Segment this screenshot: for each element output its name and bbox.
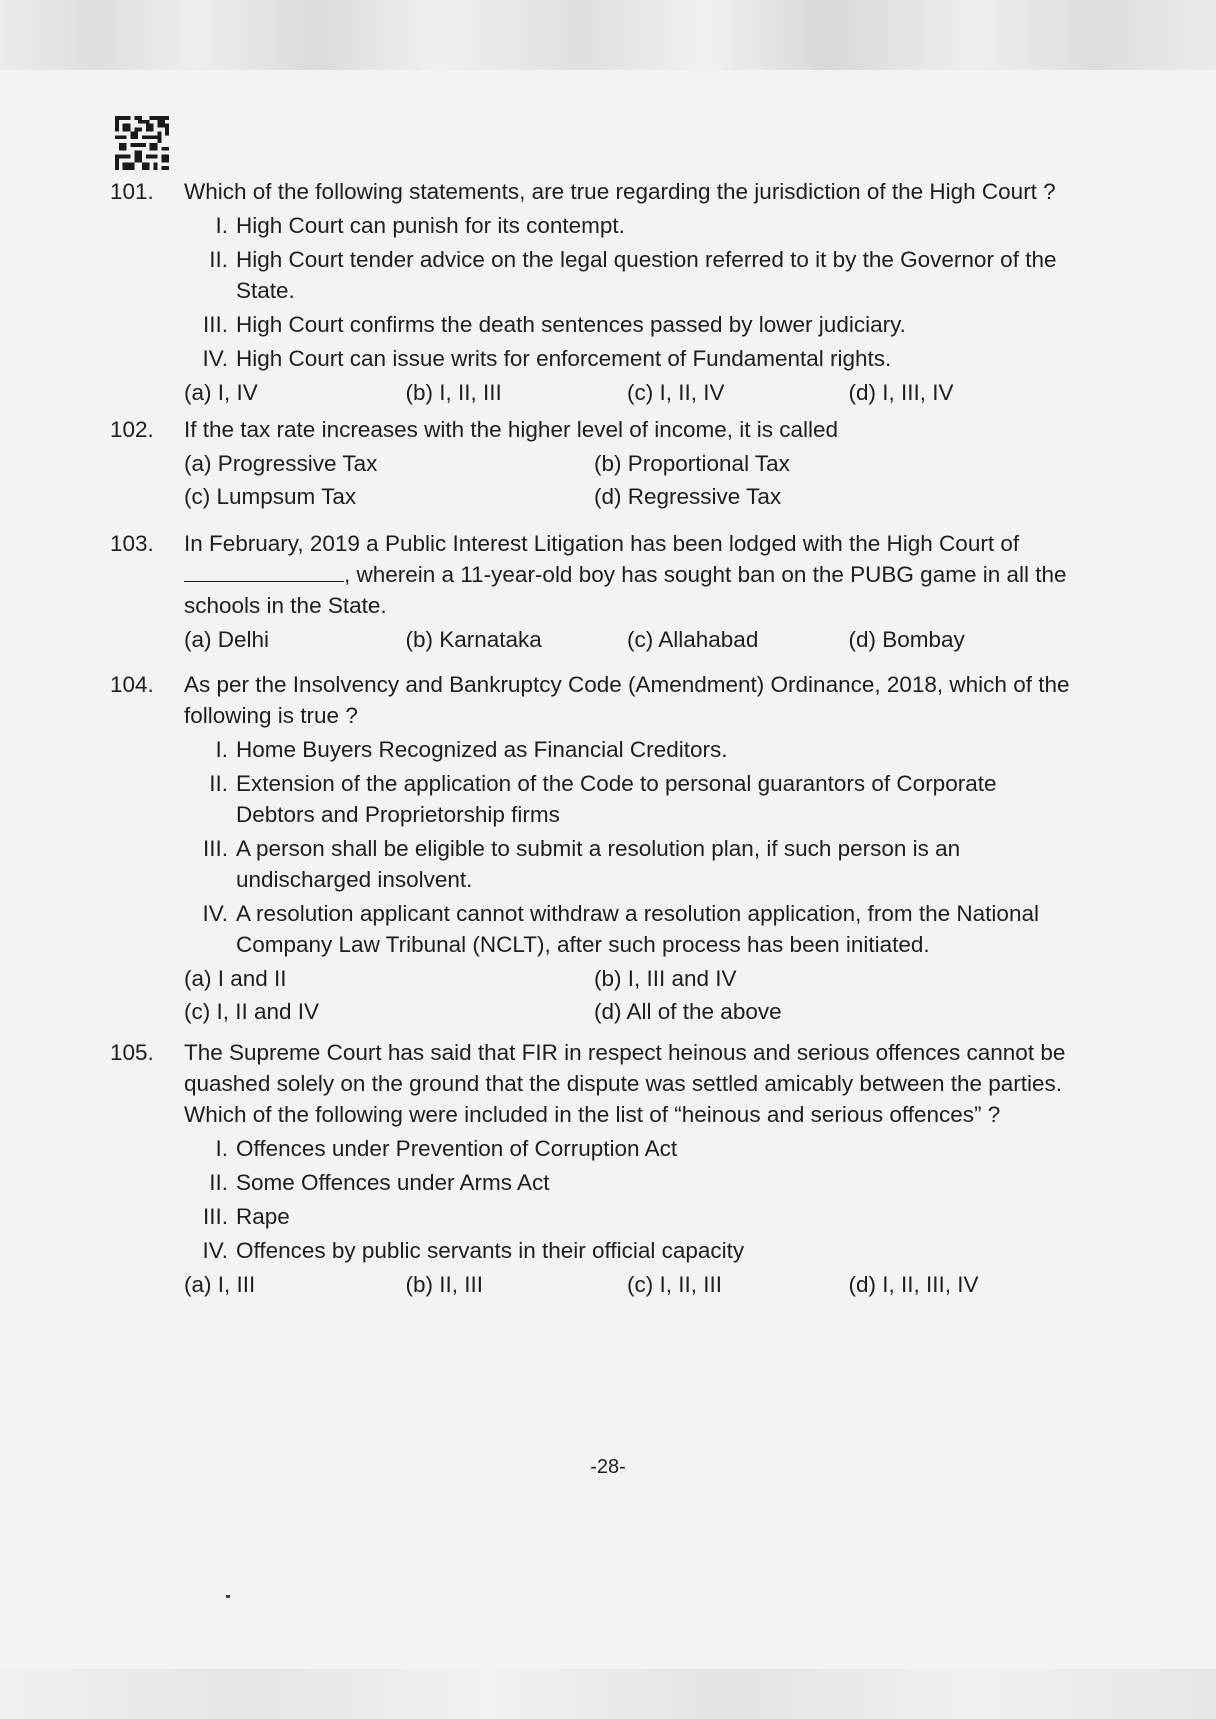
- statement-numeral: I.: [215, 737, 228, 762]
- options-row: [184, 624, 1070, 655]
- option-a: (a) I, III: [184, 1272, 256, 1297]
- statement-numeral: I.: [215, 213, 228, 238]
- scan-speck: [226, 1595, 230, 1598]
- statement-item: [196, 898, 1070, 960]
- question-text: As per the Insolvency and Bankruptcy Code (Amendment) Ordinance, 2018, which of the following is true ?: [184, 672, 1070, 728]
- option-d: (d) I, III, IV: [848, 380, 954, 405]
- statement-numeral: IV.: [202, 1238, 228, 1263]
- statement-text: High Court can punish for its contempt.: [236, 213, 625, 238]
- statement-text: Offences under Prevention of Corruption Act: [236, 1136, 678, 1161]
- statement-numeral: III.: [202, 1204, 228, 1229]
- question-number: 101.: [110, 179, 154, 204]
- question-text: Which of the following statements, are true regarding the jurisdiction of the High Court ?: [184, 179, 1056, 204]
- scan-shadow-top: [0, 0, 1216, 70]
- statement-numeral: III.: [202, 836, 228, 861]
- option-b: (b) Karnataka: [405, 627, 542, 652]
- option-d: (d) I, II, III, IV: [848, 1272, 979, 1297]
- option-d: (d) Regressive Tax: [594, 484, 782, 509]
- statement-text: High Court tender advice on the legal question referred to it by the Governor of the State.: [236, 247, 1057, 303]
- question-105: [110, 1037, 1070, 1300]
- statement-numeral: II.: [209, 1170, 228, 1195]
- option-c: (c) I, II, IV: [627, 380, 725, 405]
- question-number: 102.: [110, 417, 154, 442]
- option-b: (b) I, II, III: [405, 380, 502, 405]
- statement-text: High Court can issue writs for enforcement of Fundamental rights.: [236, 346, 892, 371]
- question-101: [110, 176, 1070, 408]
- statement-text: A person shall be eligible to submit a resolution plan, if such person is an undischarged insolvent.: [236, 836, 961, 892]
- question-number: 105.: [110, 1040, 154, 1065]
- statement-text: Offences by public servants in their official capacity: [236, 1238, 745, 1263]
- statement-text: Rape: [236, 1204, 290, 1229]
- statement-text: A resolution applicant cannot withdraw a resolution application, from the National Company Law Tribunal (NCLT), after such process has been initiated.: [236, 901, 1039, 957]
- statement-text: Some Offences under Arms Act: [236, 1170, 550, 1195]
- question-103: [110, 528, 1070, 655]
- option-a: (a) Delhi: [184, 627, 270, 652]
- question-text: [184, 528, 1070, 621]
- options-grid: [184, 963, 1070, 1027]
- option-c: (c) Lumpsum Tax: [184, 484, 357, 509]
- option-c: (c) I, II, III: [627, 1272, 722, 1297]
- option-b: (b) II, III: [405, 1272, 484, 1297]
- option-b: (b) I, III and IV: [594, 966, 737, 991]
- statement-numeral: IV.: [202, 346, 228, 371]
- question-number: 104.: [110, 672, 154, 697]
- statement-numeral: IV.: [202, 901, 228, 926]
- option-d: (d) All of the above: [594, 999, 782, 1024]
- statement-item: [196, 210, 1070, 241]
- statement-text: Home Buyers Recognized as Financial Creditors.: [236, 737, 728, 762]
- question-text-before-blank: In February, 2019 a Public Interest Litigation has been lodged with the High Court of: [184, 531, 1020, 556]
- statement-numeral: III.: [202, 312, 228, 337]
- statement-item: [196, 1201, 1070, 1232]
- question-text: If the tax rate increases with the higher level of income, it is called: [184, 417, 839, 442]
- fill-in-blank: [184, 561, 344, 582]
- question-104: [110, 669, 1070, 1027]
- statement-item: [196, 343, 1070, 374]
- statement-item: [196, 734, 1070, 765]
- options-row: [184, 1269, 1070, 1300]
- statement-item: [196, 768, 1070, 830]
- qr-code-icon: [114, 116, 170, 170]
- options-grid: [184, 448, 1070, 512]
- question-page: [110, 176, 1070, 1300]
- page-number: -28-: [590, 1456, 626, 1478]
- statement-text: High Court confirms the death sentences passed by lower judiciary.: [236, 312, 906, 337]
- statement-item: [196, 309, 1070, 340]
- option-a: (a) Progressive Tax: [184, 451, 378, 476]
- option-a: (a) I, IV: [184, 380, 258, 405]
- question-number: 103.: [110, 531, 154, 556]
- scan-shadow-bottom: [0, 1669, 1216, 1719]
- options-row: [184, 377, 1070, 408]
- statement-numeral: I.: [215, 1136, 228, 1161]
- statement-item: [196, 1167, 1070, 1198]
- question-text-after-blank: , wherein a 11-year-old boy has sought ban on the PUBG game in all the schools in the State.: [184, 562, 1067, 618]
- statement-item: [196, 1133, 1070, 1164]
- statement-item: [196, 1235, 1070, 1266]
- statement-numeral: II.: [209, 771, 228, 796]
- option-c: (c) I, II and IV: [184, 999, 320, 1024]
- statement-text: Extension of the application of the Code to personal guarantors of Corporate Debtors and Proprietorship firms: [236, 771, 997, 827]
- option-d: (d) Bombay: [848, 627, 965, 652]
- question-102: [110, 414, 1070, 512]
- statement-item: [196, 244, 1070, 306]
- option-b: (b) Proportional Tax: [594, 451, 790, 476]
- statement-numeral: II.: [209, 247, 228, 272]
- statement-item: [196, 833, 1070, 895]
- option-a: (a) I and II: [184, 966, 287, 991]
- option-c: (c) Allahabad: [627, 627, 759, 652]
- question-text: The Supreme Court has said that FIR in respect heinous and serious offences cannot be quashed solely on the ground that the dispute was settled amicably between the parties. Which of the following were included in the list of “heinous and serious offences” ?: [184, 1040, 1066, 1127]
